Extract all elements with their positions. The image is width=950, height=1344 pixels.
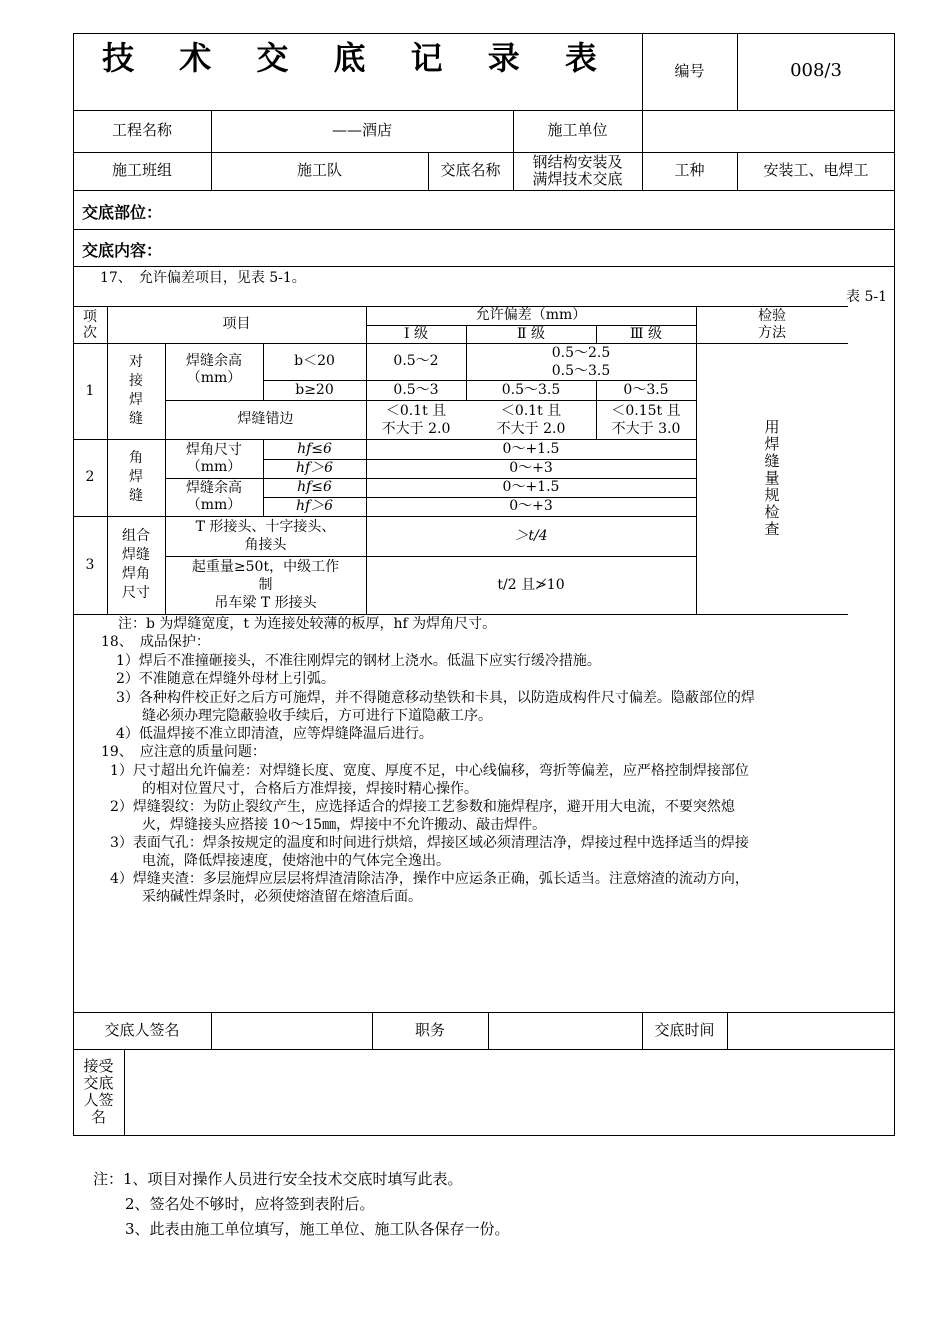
time-field[interactable] <box>727 1012 895 1049</box>
method-char: 缝 <box>764 452 780 470</box>
col-header-grade-3: Ⅲ 级 <box>630 325 662 342</box>
condition-cell: hf＞6 <box>295 460 334 477</box>
time-label: 交底时间 <box>654 1020 715 1039</box>
col-header-tolerance: 允许偏差（mm） <box>475 307 587 324</box>
cell-text: 0.5～3.5 <box>551 362 611 379</box>
cell-text: T 形接头、十字接头、 <box>195 519 336 535</box>
group-char: 缝 <box>129 411 143 427</box>
cell-text: 0.5～2.5 <box>551 344 611 361</box>
group-char: 焊 <box>129 469 143 485</box>
cell-text: 起重量≥50t，中级工作 <box>191 559 340 575</box>
divider <box>73 190 895 191</box>
method-char: 规 <box>764 486 780 504</box>
col-header-method <box>696 306 848 343</box>
team-label: 施工班组 <box>111 161 172 180</box>
disclosure-name-line: 满焊技术交底 <box>532 170 623 188</box>
signer-field[interactable] <box>211 1012 372 1049</box>
value-cell <box>596 400 696 439</box>
content-label: 交底内容： <box>82 241 163 260</box>
receiver-label <box>73 1052 124 1132</box>
row-number: 1 <box>85 382 95 399</box>
row-number: 3 <box>85 556 95 573</box>
divider <box>73 266 895 267</box>
group-text: 尺寸 <box>122 585 150 601</box>
fillet-size-label <box>165 439 263 478</box>
method-char: 查 <box>764 520 780 538</box>
receiver-signature-field[interactable] <box>124 1049 895 1136</box>
list-item: 4）低温焊接不准立即清渣，应等焊缝降温后进行。 <box>116 726 433 742</box>
value-cell: ＞t/4 <box>514 527 548 544</box>
group-text: 组合 <box>122 528 150 544</box>
item-19: 19、 应注意的质量问题： <box>101 744 266 760</box>
value-cell: 0～+1.5 <box>502 440 560 457</box>
cell-text: 制 <box>258 577 273 593</box>
col-header-item: 项目 <box>222 316 251 333</box>
receiver-text: 名 <box>90 1108 106 1126</box>
list-item: 采纳碱性焊条时，必须使熔渣留在熔渣后面。 <box>142 889 422 905</box>
group-char: 缝 <box>129 488 143 504</box>
project-name-label: 工程名称 <box>111 121 172 140</box>
footer-note: 注：1、项目对操作人员进行安全技术交底时填写此表。 <box>93 1170 463 1188</box>
table-line <box>73 614 848 615</box>
method-char: 检 <box>764 503 780 521</box>
value-cell: 0～3.5 <box>623 381 669 398</box>
cell-text: 焊角尺寸 <box>186 441 242 458</box>
form-title: 技 术 交 底 记 录 表 <box>102 39 614 77</box>
receiver-text: 接受 <box>83 1057 114 1075</box>
row-number: 2 <box>85 469 95 486</box>
position-label: 职务 <box>414 1020 445 1039</box>
receiver-text: 交底 <box>83 1074 114 1092</box>
work-type-value[interactable]: 安装工、电焊工 <box>763 161 869 180</box>
joint-type-label <box>165 516 366 556</box>
col-header-text: 方法 <box>758 324 786 341</box>
list-item: 4）焊缝夹渣：多层施焊应层层将焊渣清除洁净，操作中应运条正确，弧长适当。注意熔渣的流动方向， <box>110 871 749 887</box>
disclosure-name-line: 钢结构安装及 <box>532 153 623 171</box>
list-item: 2）焊缝裂纹：为防止裂纹产生，应选择适合的焊接工艺参数和施焊程序，避开用大电流，不要突然熄 <box>110 799 735 815</box>
table-caption: 表 5-1 <box>846 289 887 305</box>
condition-cell: b＜20 <box>294 353 335 370</box>
value-cell <box>366 400 466 439</box>
method-char: 焊 <box>764 435 780 453</box>
reinforcement-label <box>165 478 263 516</box>
signer-label: 交底人签名 <box>104 1020 180 1039</box>
value-cell: 0.5～3 <box>393 381 439 398</box>
value-cell: 0～+3 <box>509 498 553 515</box>
cell-text: ＜0.1t 且 <box>385 402 447 419</box>
footer-note: 3、此表由施工单位填写，施工单位、施工队各保存一份。 <box>125 1220 510 1238</box>
value-cell: 0.5～3.5 <box>501 381 561 398</box>
list-item: 火，焊缝接头应搭接 10～15㎜，焊接中不允许搬动、敲击焊件。 <box>142 817 547 833</box>
item-18: 18、 成品保护： <box>101 634 210 650</box>
value-cell <box>466 343 696 380</box>
disclosure-name-label: 交底名称 <box>440 161 501 180</box>
construction-unit-label: 施工单位 <box>547 121 608 140</box>
position-label: 交底部位： <box>82 203 163 222</box>
list-item: 1）焊后不准撞砸接头，不准往刚焊完的钢材上浇水。低温下应实行缓冷措施。 <box>116 653 601 669</box>
col-header-text: 项 <box>83 308 97 325</box>
row-group-combined-weld <box>107 516 165 614</box>
inspection-method <box>696 343 848 614</box>
cell-text: 焊缝余高 <box>186 480 242 496</box>
cell-text: 焊缝余高 <box>186 353 242 369</box>
cell-text: （mm） <box>186 458 242 475</box>
table-note: 注：b 为焊缝宽度，t 为连接处较薄的板厚，hf 为焊角尺寸。 <box>118 616 497 632</box>
footer-note: 2、签名处不够时，应将签到表附后。 <box>125 1195 375 1213</box>
value-cell: 0.5～2 <box>393 353 439 370</box>
list-item: 1）尺寸超出允许偏差：对焊缝长度、宽度、厚度不足，中心线偏移，弯折等偏差，应严格控制焊接部位 <box>110 763 749 779</box>
value-cell <box>466 400 596 439</box>
receiver-text: 人签 <box>83 1091 114 1109</box>
condition-cell: hf≤6 <box>297 440 332 457</box>
cell-text: ＜0.1t 且 <box>500 402 562 419</box>
group-char: 接 <box>129 373 143 389</box>
col-header-text: 次 <box>83 324 97 341</box>
col-header-grade-1: Ⅰ 级 <box>404 325 428 342</box>
position-field[interactable] <box>488 1012 642 1049</box>
item-17: 17、 允许偏差项目，见表 5-1。 <box>100 270 306 286</box>
group-text: 焊缝 <box>122 547 150 563</box>
value-cell: 0～+1.5 <box>502 479 560 496</box>
cell-text: ＜0.15t 且 <box>611 402 681 419</box>
cell-text: 吊车梁 T 形接头 <box>214 595 317 611</box>
list-item: 2）不准随意在焊缝外母材上引弧。 <box>116 671 335 687</box>
list-item: 3）表面气孔：焊条按规定的温度和时间进行烘焙，焊接区域必须清理洁净，焊接过程中选择适当的焊接 <box>110 835 749 851</box>
construction-unit-value[interactable] <box>642 110 895 152</box>
col-header-grade-2: Ⅱ 级 <box>517 325 545 342</box>
group-char: 对 <box>129 354 143 370</box>
row-group-fillet-weld <box>107 439 165 516</box>
crane-beam-label <box>165 556 366 614</box>
list-item: 3）各种构件校正好之后方可施焊，并不得随意移动垫铁和卡具，以防造成构件尺寸偏差。隐蔽部位的焊 <box>116 690 755 706</box>
number-label: 编号 <box>674 61 705 80</box>
value-cell: 0～+3 <box>509 460 553 477</box>
group-char: 焊 <box>129 392 143 408</box>
cell-text: 不大于 2.0 <box>381 420 451 437</box>
condition-cell: b≥20 <box>295 381 334 398</box>
cell-text: 不大于 3.0 <box>611 420 681 437</box>
cell-text: 角接头 <box>244 537 287 553</box>
value-cell: t/2 且≯10 <box>497 576 565 593</box>
reinforcement-label <box>165 343 263 400</box>
disclosure-name-value[interactable] <box>513 152 642 190</box>
group-char: 角 <box>129 450 143 466</box>
method-char: 量 <box>764 469 780 487</box>
list-item: 缝必须办理完隐蔽验收手续后，方可进行下道隐蔽工序。 <box>142 708 492 724</box>
list-item: 的相对位置尺寸，合格后方准焊接，焊接时精心操作。 <box>142 781 478 797</box>
cell-text: （mm） <box>186 497 242 513</box>
number-value[interactable]: 008/3 <box>790 60 842 82</box>
method-char: 用 <box>764 418 780 436</box>
cell-text: 不大于 2.0 <box>496 420 566 437</box>
group-text: 焊角 <box>122 566 150 582</box>
divider <box>73 229 895 230</box>
list-item: 电流，降低焊接速度，使熔池中的气体完全逸出。 <box>142 853 450 869</box>
condition-cell: hf≤6 <box>297 479 332 496</box>
misalignment-label: 焊缝错边 <box>237 411 294 428</box>
condition-cell: hf＞6 <box>295 498 334 515</box>
row-group-butt-weld <box>107 343 165 439</box>
cell-text: （mm） <box>186 370 242 386</box>
team-value[interactable]: 施工队 <box>296 161 342 180</box>
col-header-text: 检验 <box>758 307 786 324</box>
project-name-value[interactable]: ——酒店 <box>331 121 392 140</box>
work-type-label: 工种 <box>674 161 705 180</box>
col-header-no <box>73 306 107 343</box>
